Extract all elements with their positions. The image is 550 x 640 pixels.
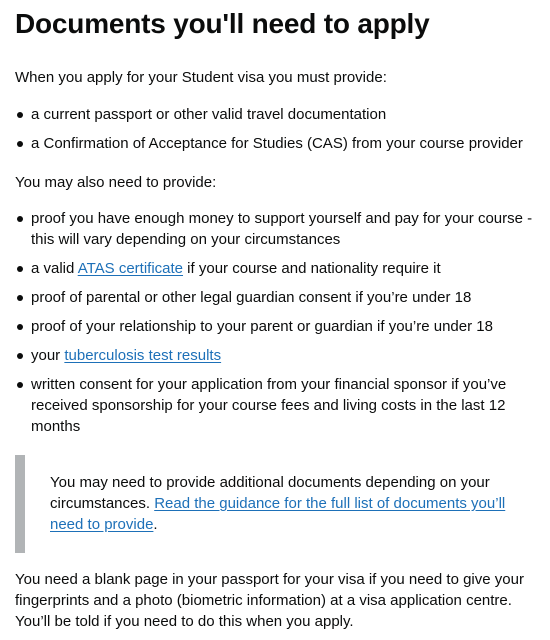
inset-text: You may need to provide additional documents depending on your circumstances. [50,474,490,512]
inset-text-block [15,455,535,553]
list-item [15,345,545,366]
intro-text: When you apply for your Student visa you must provide: [15,69,387,86]
required-documents-list [15,104,545,154]
list-item: a Confirmation of Acceptance for Studies (CAS) from your course provider [15,133,545,154]
tb-prefix: your [31,347,65,364]
atas-prefix: a valid [31,260,78,277]
guidance-documents-link[interactable]: Read the guidance for the full list of documents you’ll need to provide [50,495,506,533]
atas-suffix: if your course and nationality require it [183,260,441,277]
tuberculosis-test-results-link[interactable]: tuberculosis test results [64,347,222,364]
footer-paragraph: You need a blank page in your passport for your visa if you need to give your fingerprints and a photo (biometric information) at a visa application centre. You’ll be told if you need to do this when you apply. [15,571,524,630]
list-item: written consent for your application from your financial sponsor if you’ve received sponsorship for your course fees and living costs in the last 12 months [15,374,545,437]
list-item: a current passport or other valid travel documentation [15,104,545,125]
list-item: proof of your relationship to your parent or guardian if you’re under 18 [15,316,545,337]
page-title: Documents you'll need to apply [15,8,430,39]
inset-paragraph [50,472,520,535]
list-item: proof of parental or other legal guardian consent if you’re under 18 [15,287,545,308]
atas-certificate-link[interactable]: ATAS certificate [77,260,184,277]
list-item: proof you have enough money to support yourself and pay for your course - this will vary depending on your circumstances [15,208,545,250]
list-item [15,258,545,279]
also-intro-text: You may also need to provide: [15,174,217,191]
optional-documents-list [15,208,545,437]
inset-end: . [153,516,158,533]
